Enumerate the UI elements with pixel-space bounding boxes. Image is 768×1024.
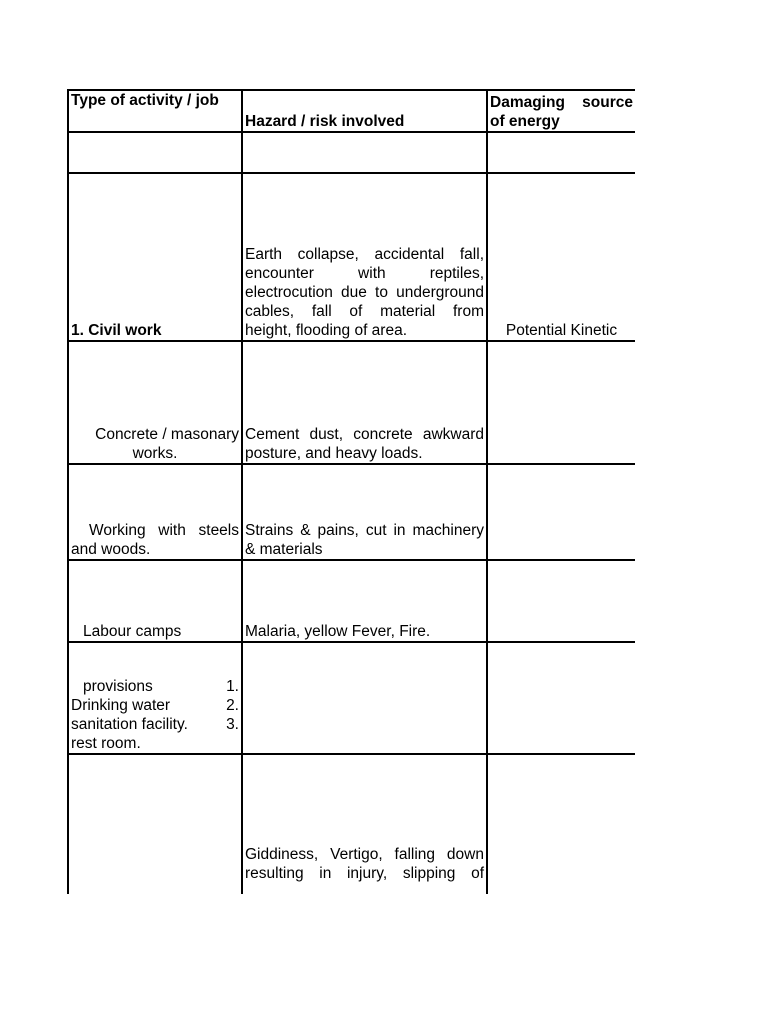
hazard-line: Strains & pains, cut in machinery [245, 522, 484, 539]
table-row [68, 754, 635, 894]
activity-line: works. [132, 445, 178, 462]
cell-hazard [242, 642, 487, 754]
activity-line-number: 1. [226, 678, 239, 695]
header-energy [487, 90, 635, 132]
cell-hazard [242, 464, 487, 560]
header-energy-line-1: Damaging source [490, 94, 633, 111]
hazard-line: Giddiness, Vertigo, falling down [245, 846, 484, 863]
activity-line [71, 696, 239, 715]
hazard-line: encounter with reptiles, [245, 265, 484, 282]
cell-activity [68, 132, 242, 173]
cell-activity [68, 560, 242, 642]
spreadsheet-page [67, 89, 635, 894]
header-hazard [242, 90, 487, 132]
activity-line-left: Drinking water [71, 697, 171, 714]
hazard-line: Earth collapse, accidental fall, [245, 246, 484, 263]
cell-hazard [242, 560, 487, 642]
table-row [68, 642, 635, 754]
activity-line [71, 715, 239, 734]
hazard-line: electrocution due to underground [245, 284, 484, 301]
cell-energy [487, 754, 635, 894]
cell-hazard [242, 173, 487, 341]
activity-line-number: 2. [226, 697, 239, 714]
activity-line: Concrete / masonary [95, 426, 239, 443]
cell-activity [68, 173, 242, 341]
activity-line-left: provisions [83, 678, 153, 695]
hazard-line: posture, and heavy loads. [245, 445, 423, 462]
hazard-line: Cement dust, concrete awkward [245, 426, 484, 443]
activity-line-left: rest room. [71, 735, 141, 752]
header-activity-text: Type of activity / job [71, 92, 219, 109]
hazard-line: resulting in injury, slipping of [245, 865, 484, 882]
cell-energy [487, 560, 635, 642]
hazard-text: Malaria, yellow Fever, Fire. [245, 623, 431, 640]
hazard-line: & materials [245, 541, 323, 558]
hazard-analysis-table [67, 89, 635, 894]
cell-energy [487, 132, 635, 173]
activity-text: Labour camps [83, 623, 182, 640]
table-row [68, 173, 635, 341]
table-row [68, 464, 635, 560]
activity-line [71, 734, 239, 753]
hazard-line: cables, fall of material from [245, 303, 484, 320]
header-row [68, 90, 635, 132]
table-row [68, 560, 635, 642]
activity-line [71, 677, 239, 696]
activity-line: Working with steels [89, 522, 239, 539]
activity-line-left: sanitation facility. [71, 716, 188, 733]
header-energy-line-2: of energy [490, 113, 560, 130]
cell-energy [487, 642, 635, 754]
cell-hazard [242, 341, 487, 464]
header-hazard-text: Hazard / risk involved [245, 113, 405, 130]
activity-text: 1. Civil work [71, 322, 162, 339]
activity-line-number: 3. [226, 716, 239, 733]
cell-activity [68, 464, 242, 560]
cell-energy [487, 341, 635, 464]
header-activity [68, 90, 242, 132]
cell-hazard [242, 132, 487, 173]
cell-activity [68, 754, 242, 894]
cell-activity [68, 341, 242, 464]
table-row [68, 341, 635, 464]
cell-activity [68, 642, 242, 754]
cell-energy [487, 464, 635, 560]
activity-line: and woods. [71, 541, 151, 558]
energy-text: Potential Kinetic [505, 322, 618, 339]
cell-hazard [242, 754, 487, 894]
hazard-line: height, flooding of area. [245, 322, 408, 339]
table-row [68, 132, 635, 173]
cell-energy [487, 173, 635, 341]
